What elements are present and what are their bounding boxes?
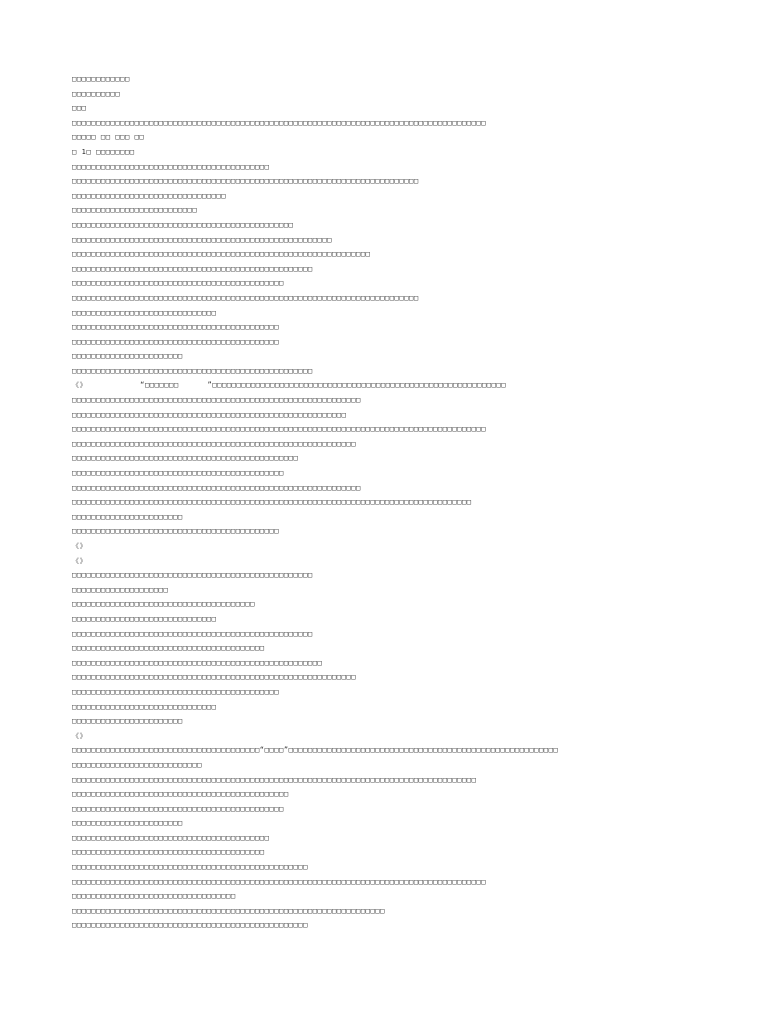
text-line: □□□□□□□□□□□□□□□□□□□□□□□□□□□□□□□□□□□□□□□□□□□	[72, 687, 280, 696]
text-line: □□□□□□□□□□□□□□□□□□□□□□□□□□□□□□□□□□□□□□□□	[72, 848, 265, 857]
text-line: □□□□□□□□□□□□□□□□□□□□□□□□□□□□□□□□□□□□□□□□□	[72, 833, 270, 842]
document-body	[72, 72, 702, 933]
text-line: □□□□□□□□□□□□□□□□□□□□□□□□□□□□□□□□□□□□□□□□□□□□	[72, 804, 284, 813]
text-line: □□□□□□□□□□□□□□□□□□□□□□□□□□□□□□□□□□□□□□□□□□□□□□□□□□□□□□□□□□□□□□	[72, 250, 371, 259]
text-line: □□□□□□□□□□□□□□□□□□□□□□□□□□□□□□□□	[72, 191, 227, 200]
text-line: □□□□□□□□□□□□□□□□□□□□□□□□□□	[72, 206, 198, 215]
text-line: □□□□□□□□□□□□□□□□□□□□□□□□□□□□□□	[72, 614, 217, 623]
text-line: □□□□□□□□□□□□□□□□□□□□□□□□□□□□□□□□□□□□□□□□□□□□□□□□□□□□□□□□□□□□□□□□□□□□□□□□□□□□□□□□□□□□□□	[72, 425, 487, 434]
text-line: □□□□□□□□□□□□□□□□□□□□□□□□□□□□□□□□□□□□□□□□□□□□□□	[72, 220, 294, 229]
text-line: □□□□□□□□□□□□□□□□□□□□□□□	[72, 717, 183, 726]
text-line: □□□□□□□□□□□□□□□□□□□□□□□□□□□	[72, 760, 202, 769]
text-line: □ 1□ □□□□□□□□	[72, 147, 135, 156]
text-line: □□□□□□□□□□□□□□□□□□□□□□□□□□□□□□	[72, 702, 217, 711]
text-line: □□□□□□□□□□□□□□□□□□□□□□□□□□□□□□□□□□	[72, 892, 236, 901]
text-line: □□□□□□□□□□□□□□□□□□□□□□□□□□□□□□□□□□□□□□□□□□□□□□□□□□□□□□□□□□□□□□□□□□□□□□□□□□□□□□□□□□□□□□	[72, 877, 487, 886]
text-line: □□□□□□□□□□□□□□□□□□□□□□□□□□□□□□□□□□□□□□□□□□□□□□□□□□	[72, 571, 313, 580]
text-line: □□□□□□□□□□□□□□□□□□□□□□□□□□□□□□□□□□□□□□□□□□□	[72, 323, 280, 332]
text-line: □□□□□ □□ □□□ □□	[72, 133, 145, 142]
text-line: □□□□□□□□□□□□□□□□□□□□□□□□□□□□□□□□□□□□□□□□□□□□□□□□□□□□□□□□□□□□□□□□□□□□□□□□□□□□□□□□□□□	[72, 498, 472, 507]
text-line: □□□□□□□□□□□□□□□□□□□□□□□□□□□□□□□□□□□□□□□□□□□□□□□□□□□□□□□□□□□	[72, 673, 357, 682]
text-line: □□□	[72, 104, 87, 113]
text-line: □□□□□□□□□□□□□□□□□□□□□□□□□□□□□□□□□□□□□□□□□□□□□□□□□□□□□□□□□□□□	[72, 483, 361, 492]
text-line: □□□□□□□□□□□□□□□□□□□□□□□□□□□□□□□□□□□□□□□□□□□□	[72, 469, 284, 478]
text-line: □□□□□□□□□□□□□□□□□□□□□□□□□□□□□□□□□□□□□□□□□□□□□□□□□	[72, 921, 308, 930]
text-line: □□□□□□□□□□□□□□□□□□□□□□□□□□□□□□□□□□□□□□□□□□□□□	[72, 790, 289, 799]
text-line: □□□□□□□□□□□□□□□□□□□□□□□□□□□□□□□□□□□□□□□□	[72, 644, 265, 653]
text-line: □□□□□□□□□□□□□□□□□□□□□□□	[72, 819, 183, 828]
text-line: □□□□□□□□□□□□□□□□□□□□□□□□□□□□□□□□□□□□□□□□□□□□□□□□□□□□□□□□□□□□□□□□□□□□□□□□	[72, 177, 419, 186]
text-line: □□□□□□□□□□□□□□□□□□□□□□□□□□□□□□□□□□□□□□□□□	[72, 162, 270, 171]
text-line: □□□□□□□□□□□□□□□□□□□□□□□□□□□□□□□□□□□□□□□□□□□□□□□□□	[72, 863, 308, 872]
text-line: 《》	[72, 542, 88, 550]
text-line: □□□□□□□□□□□□□□□□□□□□□□□□□□□□□□□□□□□□□□□□□□□□□□□□□□□□□□□□□□□□□□□□□□□□□□□□□□□□□□□□□□□□□□	[72, 118, 487, 127]
text-line: □□□□□□□□□□□□□□□□□□□□□□□□□□□□□□□□□□□□□□□□□□□□□□□□□□	[72, 366, 313, 375]
text-line: □□□□□□□□□□□□□□□□□□□□□□□□□□□□□□□□□□□□□□□□□□□□□□□□□□	[72, 629, 313, 638]
text-line: 《》 “□□□□□□□ ”□□□□□□□□□□□□□□□□□□□□□□□□□□□□□□□□□□□□□□□□□□□□□□□□□□□□□□□□□□□□□	[72, 381, 507, 390]
text-line: □□□□□□□□□□□□□□□□□□□□□□□□□□□□□□□□□□□□□□□□□□□□□□□□□□□□□□□□□□□□□□□□□	[72, 906, 385, 915]
text-line: □□□□□□□□□□□□□□□□□□□□□□□□□□□□□□□□□□□□□□□□□□□□□□□□□□□□□□	[72, 235, 332, 244]
text-line: □□□□□□□□□□□□□□□□□□□□□□□□□□□□□□	[72, 308, 217, 317]
text-line: 《》	[72, 556, 88, 565]
text-line: □□□□□□□□□□□□□□□□□□□□□□□□□□□□□□□□□□□□□□□“□□□□”□□□□□□□□□□□□□□□□□□□□□□□□□□□□□□□□□□□□□□□□□□□□□□□□□□□□□□□□	[72, 746, 559, 755]
text-line: □□□□□□□□□□□□□□□□□□□□□□□□□□□□□□□□□□□□□□□□□□□	[72, 337, 280, 346]
text-line: □□□□□□□□□□□□□□□□□□□□□□□□□□□□□□□□□□□□□□□□□□□□□□□	[72, 454, 299, 463]
text-line: □□□□□□□□□□□□□□□□□□□□□□□□□□□□□□□□□□□□□□□□□□□□□□□□□□	[72, 264, 313, 273]
text-line: □□□□□□□□□□□□□□□□□□□□□□□□□□□□□□□□□□□□□□□□□□□□□□□□□□□□□□□□□□□□□□□□□□□□□□□□	[72, 293, 419, 302]
text-line: □□□□□□□□□□□□□□□□□□□□□□□□□□□□□□□□□□□□□□□□□□□□	[72, 279, 284, 288]
text-line: 《》	[72, 731, 88, 740]
text-line: □□□□□□□□□□	[72, 89, 121, 98]
text-line: □□□□□□□□□□□□□□□□□□□□□□□	[72, 512, 183, 521]
text-line: □□□□□□□□□□□□□□□□□□□□□□□□□□□□□□□□□□□□□□□□□□□□□□□□□□□□□□□□□□□□□□□□□□□□□□□□□□□□□□□□□□□□	[72, 775, 477, 784]
text-line: □□□□□□□□□□□□□□□□□□□□□□□□□□□□□□□□□□□□□□□□□□□□□□□□□□□□	[72, 658, 323, 667]
text-line: □□□□□□□□□□□□□□□□□□□□□□□	[72, 352, 183, 361]
text-line: □□□□□□□□□□□□□□□□□□□□	[72, 585, 169, 594]
text-line: □□□□□□□□□□□□□□□□□□□□□□□□□□□□□□□□□□□□□□□□□□□	[72, 527, 280, 536]
text-line: □□□□□□□□□□□□□□□□□□□□□□□□□□□□□□□□□□□□□□□□□□□□□□□□□□□□□□□□□□□	[72, 439, 357, 448]
text-line: □□□□□□□□□□□□□□□□□□□□□□□□□□□□□□□□□□□□□□□□□□□□□□□□□□□□□□□□□	[72, 410, 347, 419]
text-line: □□□□□□□□□□□□	[72, 75, 130, 83]
text-line: □□□□□□□□□□□□□□□□□□□□□□□□□□□□□□□□□□□□□□□□□□□□□□□□□□□□□□□□□□□□	[72, 396, 361, 405]
text-line: □□□□□□□□□□□□□□□□□□□□□□□□□□□□□□□□□□□□□□	[72, 600, 255, 609]
